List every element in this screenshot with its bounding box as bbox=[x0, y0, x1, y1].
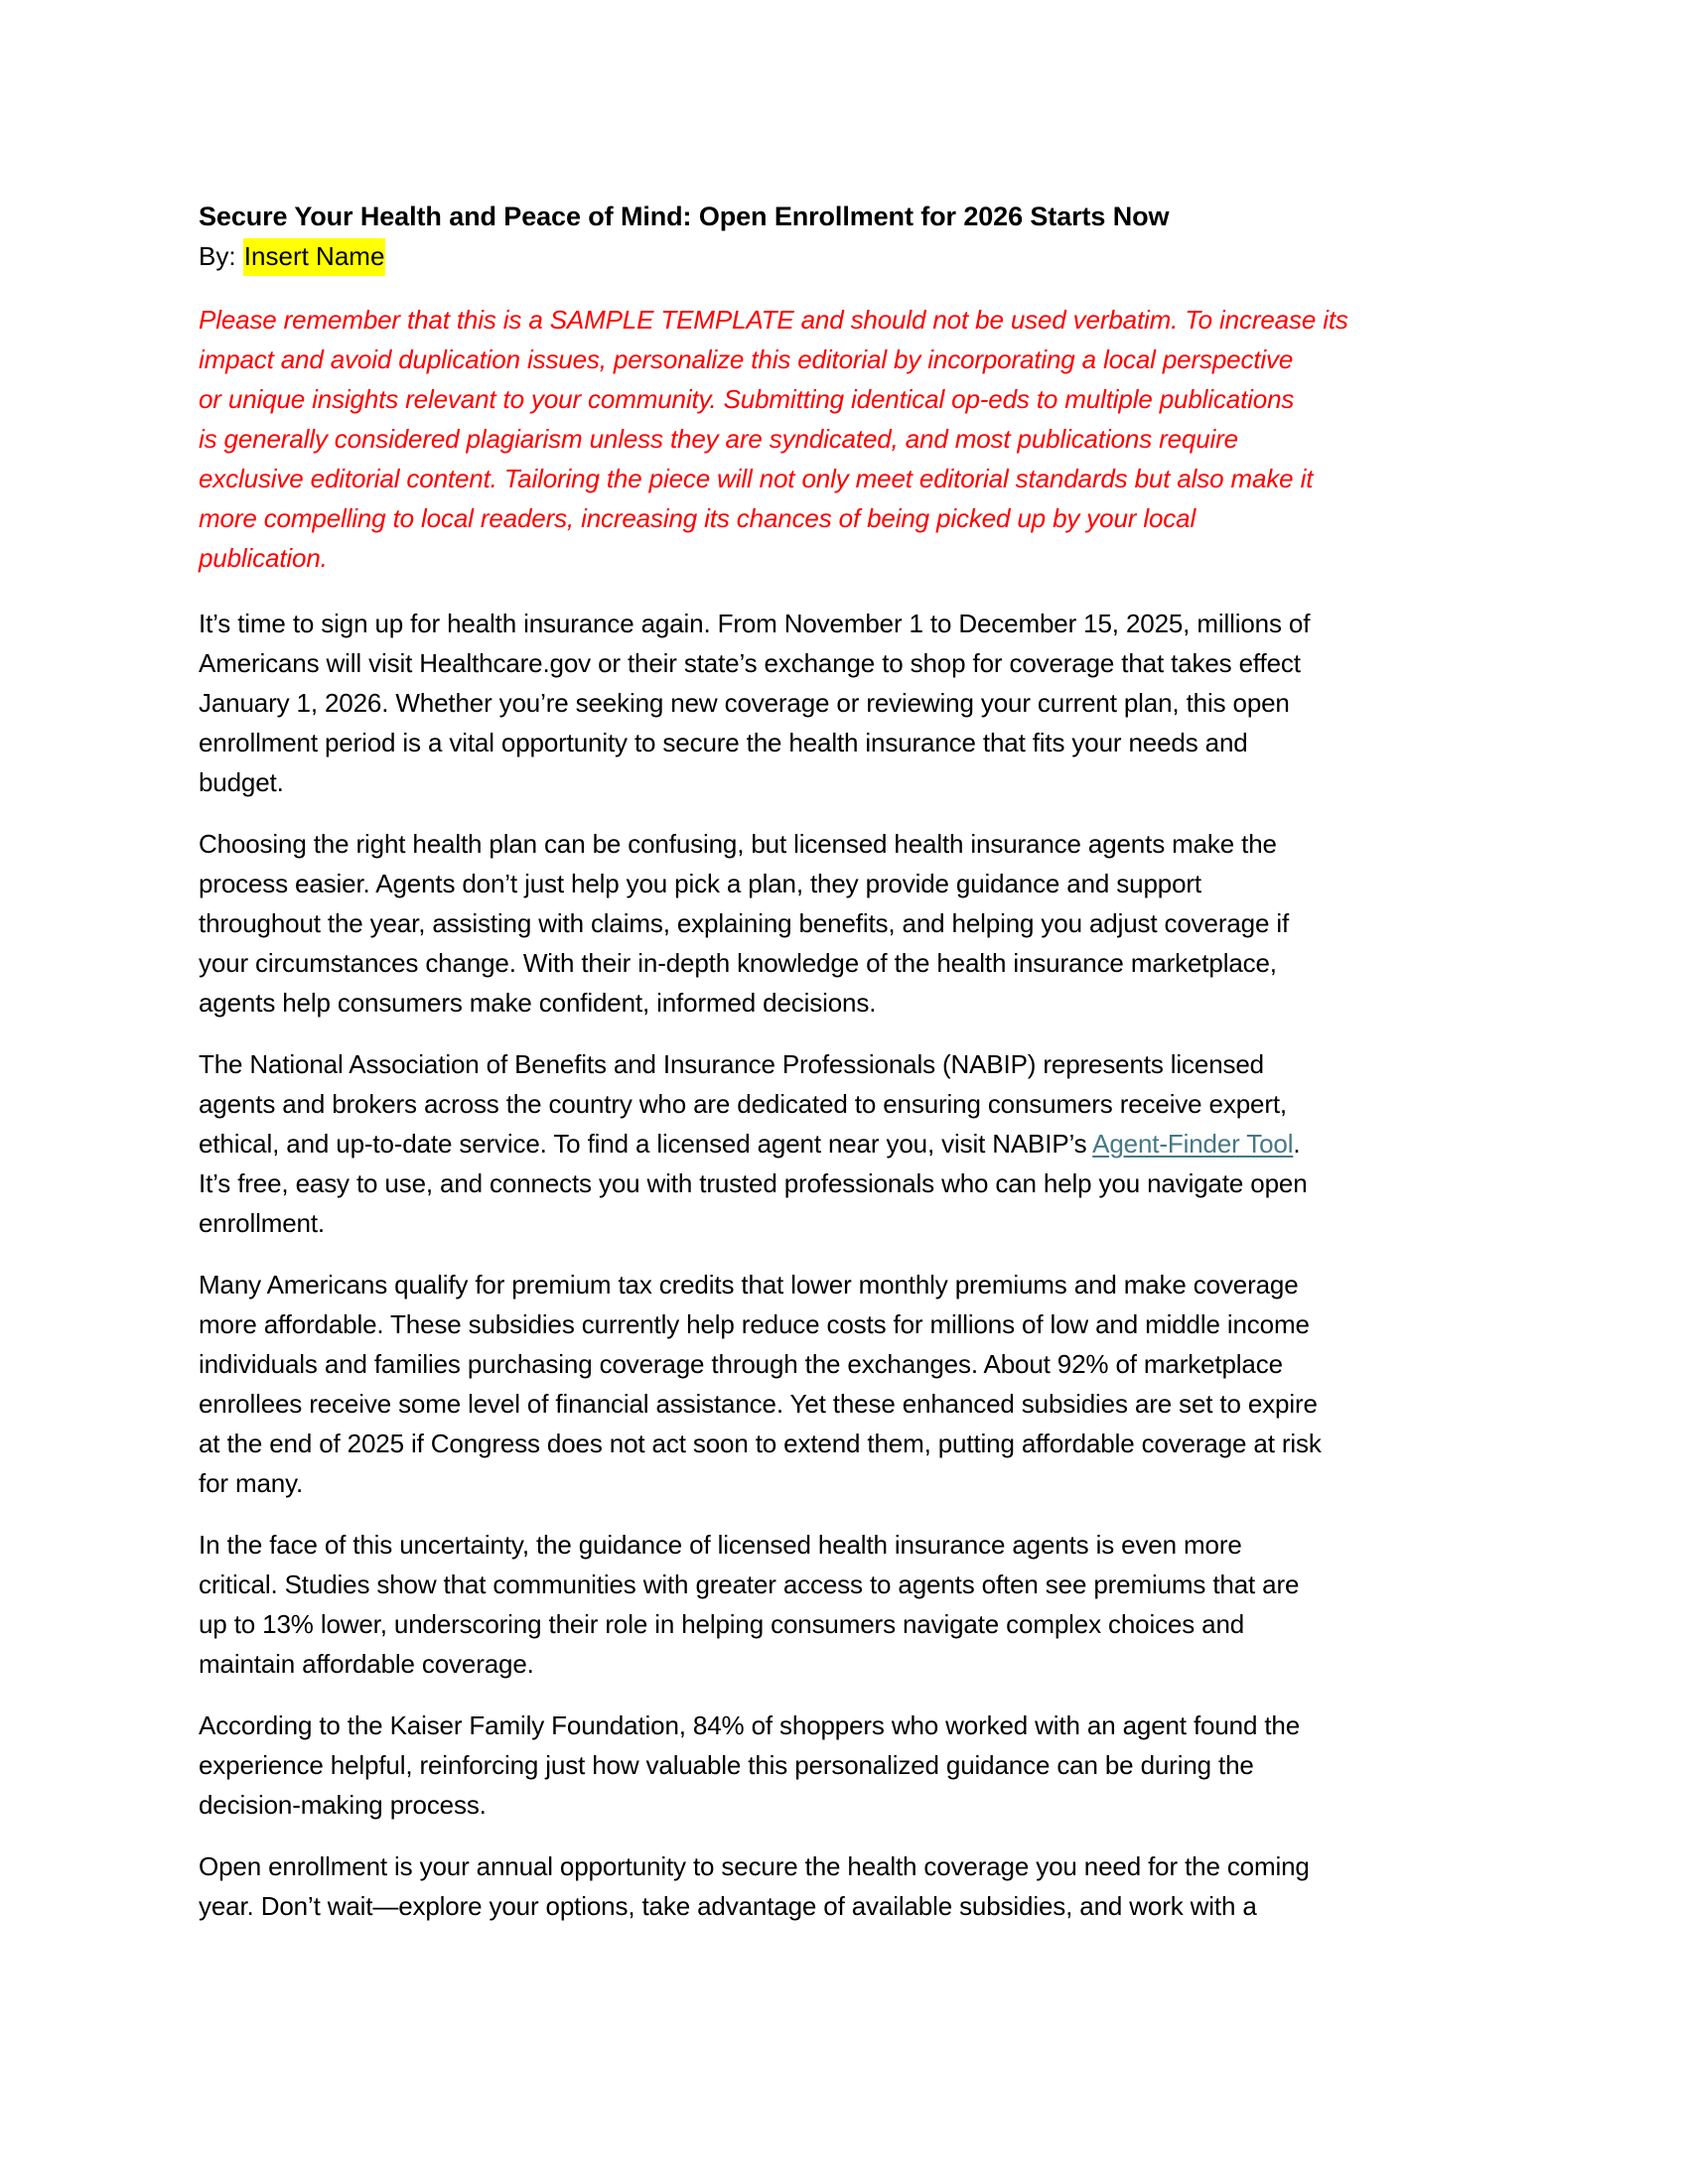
paragraph-line: enrollment period is a vital opportunity to secure the health insurance that fits your needs and bbox=[199, 728, 1248, 757]
byline bbox=[199, 236, 385, 276]
paragraph-line: up to 13% lower, underscoring their role in helping consumers navigate complex choices and bbox=[199, 1609, 1245, 1639]
paragraph-line: maintain affordable coverage. bbox=[199, 1649, 534, 1679]
paragraph-text: ethical, and up-to-date service. To find a licensed agent near you, visit NABIP’s bbox=[199, 1129, 1093, 1159]
paragraph-line: year. Don’t wait—explore your options, take advantage of available subsidies, and work with a bbox=[199, 1891, 1257, 1921]
paragraph-line: throughout the year, assisting with claims, explaining benefits, and helping you adjust coverage if bbox=[199, 908, 1290, 938]
author-name-placeholder: Insert Name bbox=[243, 238, 386, 276]
disclaimer-line: is generally considered plagiarism unless they are syndicated, and most publications require bbox=[199, 424, 1238, 454]
paragraph-line: budget. bbox=[199, 767, 284, 797]
disclaimer-line: or unique insights relevant to your community. Submitting identical op-eds to multiple publications bbox=[199, 384, 1295, 414]
paragraph-open-enrollment-dates bbox=[199, 604, 1310, 802]
paragraph-line: It’s free, easy to use, and connects you with trusted professionals who can help you navigate open bbox=[199, 1168, 1308, 1198]
paragraph-line: your circumstances change. With their in-depth knowledge of the health insurance marketplace, bbox=[199, 948, 1277, 978]
paragraph-kaiser-foundation bbox=[199, 1706, 1300, 1825]
paragraph-line: critical. Studies show that communities with greater access to agents often see premiums that are bbox=[199, 1570, 1300, 1599]
disclaimer-line: publication. bbox=[199, 543, 328, 573]
paragraph-line: Open enrollment is your annual opportunity to secure the health coverage you need for the coming bbox=[199, 1851, 1310, 1881]
paragraph-line: experience helpful, reinforcing just how valuable this personalized guidance can be during the bbox=[199, 1750, 1254, 1780]
paragraph-line: According to the Kaiser Family Foundation, 84% of shoppers who worked with an agent found the bbox=[199, 1710, 1301, 1740]
paragraph-uncertainty bbox=[199, 1525, 1299, 1684]
agent-finder-tool-link[interactable]: Agent-Finder Tool bbox=[1092, 1129, 1294, 1159]
paragraph-line: decision-making process. bbox=[199, 1790, 487, 1820]
paragraph-line: enrollment. bbox=[199, 1208, 325, 1238]
paragraph-line-with-link bbox=[199, 1124, 1308, 1163]
paragraph-call-to-action bbox=[199, 1846, 1310, 1926]
paragraph-agents-help bbox=[199, 824, 1289, 1023]
paragraph-line: agents help consumers make confident, informed decisions. bbox=[199, 988, 877, 1018]
paragraph-line: The National Association of Benefits and Insurance Professionals (NABIP) represents licensed bbox=[199, 1049, 1264, 1079]
paragraph-line: process easier. Agents don’t just help you pick a plan, they provide guidance and support bbox=[199, 869, 1201, 898]
disclaimer-line: more compelling to local readers, increasing its chances of being picked up by your local bbox=[199, 503, 1196, 533]
byline-prefix: By: bbox=[199, 241, 243, 271]
paragraph-line: more affordable. These subsidies currently help reduce costs for millions of low and middle income bbox=[199, 1309, 1310, 1339]
paragraph-premium-tax-credits bbox=[199, 1265, 1322, 1503]
paragraph-line: January 1, 2026. Whether you’re seeking new coverage or reviewing your current plan, this open bbox=[199, 688, 1290, 718]
disclaimer-line: impact and avoid duplication issues, personalize this editorial by incorporating a local perspective bbox=[199, 344, 1294, 374]
sample-template-disclaimer bbox=[199, 300, 1348, 578]
paragraph-line: for many. bbox=[199, 1468, 304, 1498]
paragraph-line: Many Americans qualify for premium tax credits that lower monthly premiums and make coverage bbox=[199, 1270, 1299, 1299]
disclaimer-line: Please remember that this is a SAMPLE TEMPLATE and should not be used verbatim. To increase its bbox=[199, 305, 1348, 335]
paragraph-nabip bbox=[199, 1044, 1308, 1243]
paragraph-line: enrollees receive some level of financial assistance. Yet these enhanced subsidies are set to expire bbox=[199, 1389, 1318, 1419]
paragraph-line: In the face of this uncertainty, the guidance of licensed health insurance agents is even more bbox=[199, 1530, 1242, 1560]
paragraph-line: It’s time to sign up for health insurance again. From November 1 to December 15, 2025, millions of bbox=[199, 609, 1311, 638]
paragraph-line: at the end of 2025 if Congress does not act soon to extend them, putting affordable coverage at risk bbox=[199, 1429, 1322, 1458]
paragraph-line: agents and brokers across the country who are dedicated to ensuring consumers receive expert, bbox=[199, 1089, 1287, 1119]
paragraph-line: individuals and families purchasing coverage through the exchanges. About 92% of marketplace bbox=[199, 1349, 1283, 1379]
paragraph-line: Americans will visit Healthcare.gov or their state’s exchange to shop for coverage that takes effect bbox=[199, 648, 1301, 678]
document-title: Secure Your Health and Peace of Mind: Open Enrollment for 2026 Starts Now bbox=[199, 202, 1170, 231]
paragraph-line: Choosing the right health plan can be confusing, but licensed health insurance agents make the bbox=[199, 829, 1277, 859]
disclaimer-line: exclusive editorial content. Tailoring the piece will not only meet editorial standards but also make it bbox=[199, 464, 1314, 493]
link-trailing-period: . bbox=[1293, 1129, 1301, 1159]
